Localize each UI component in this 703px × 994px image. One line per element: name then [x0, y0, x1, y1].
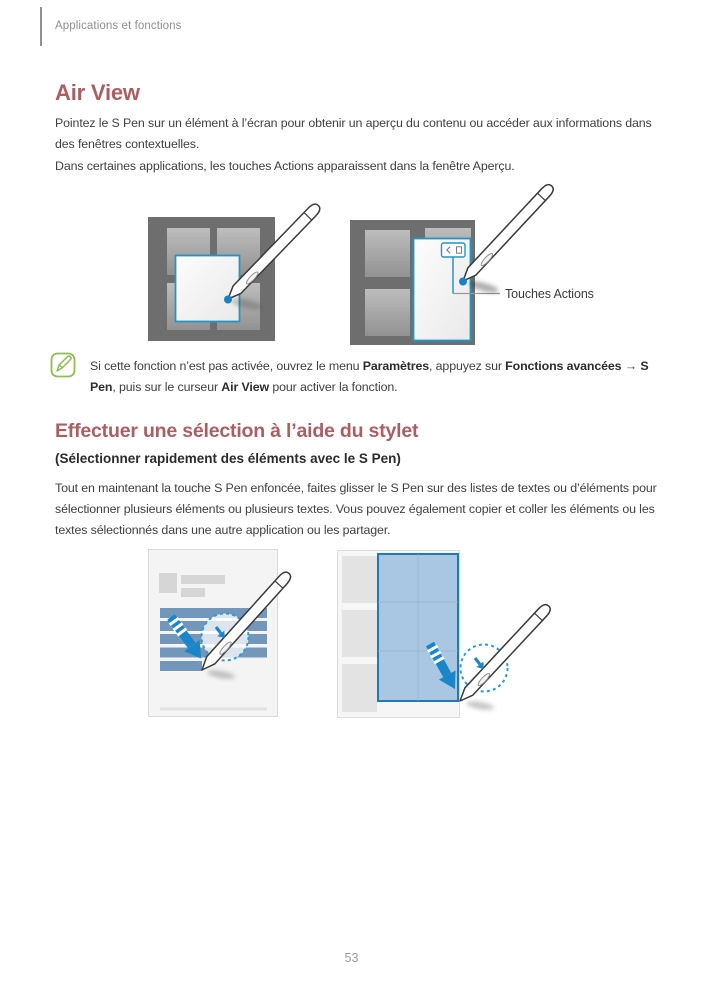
note-run: , puis sur le curseur — [112, 380, 222, 394]
note-run-s-pen: S Pen — [90, 359, 649, 394]
note-run-air-view: Air View — [221, 380, 270, 394]
breadcrumb: Applications et fonctions — [55, 20, 182, 32]
page-number: 53 — [344, 951, 359, 965]
note-text — [90, 356, 650, 398]
note-run: , appuyez sur — [429, 359, 506, 373]
header-rule — [40, 7, 42, 46]
selection-paragraph: Tout en maintenant la touche S Pen enfoncée, faites glisser le S Pen sur des listes de textes ou d’éléments pour sélectionner plusieurs éléments ou plusieurs textes. Vous pouvez également copier et coller les éléments ou les textes sélectionnés dans une autre application ou les partager. — [55, 481, 657, 537]
action-buttons-box — [442, 243, 466, 257]
air-view-paragraph-2: Dans certaines applications, les touches Actions apparaissent dans la fenêtre Aperçu. — [55, 159, 515, 173]
air-view-figure — [140, 180, 620, 350]
air-view-paragraph-1: Pointez le S Pen sur un élément à l’écran pour obtenir un aperçu du contenu ou accéder aux informations dans des fenêtres contextuelles. — [55, 116, 652, 151]
note-run-settings: Paramètres — [362, 359, 430, 373]
phone-screen — [148, 217, 275, 341]
section-subtitle-selection: (Sélectionner rapidement des éléments avec le S Pen) — [55, 451, 401, 466]
touches-actions-label: Touches Actions — [505, 287, 594, 301]
pen-note-icon — [50, 352, 76, 378]
note-run-arrow: → — [621, 359, 641, 373]
note-run-advanced-features: Fonctions avancées — [505, 359, 622, 373]
page-title-air-view: Air View — [55, 80, 140, 105]
hover-dot — [224, 296, 232, 304]
section-title-selection: Effectuer une sélection à l’aide du stylet — [55, 420, 419, 442]
pen-shadow — [466, 700, 495, 712]
pen-selection-figure — [140, 545, 620, 725]
area-selection-screen — [338, 551, 460, 718]
preview-popup — [176, 256, 240, 322]
hover-dot — [459, 278, 467, 286]
note-run: pour activer la fonction. — [269, 380, 398, 394]
note-run: Si cette fonction n’est pas activée, ouvrez le menu — [90, 359, 363, 373]
